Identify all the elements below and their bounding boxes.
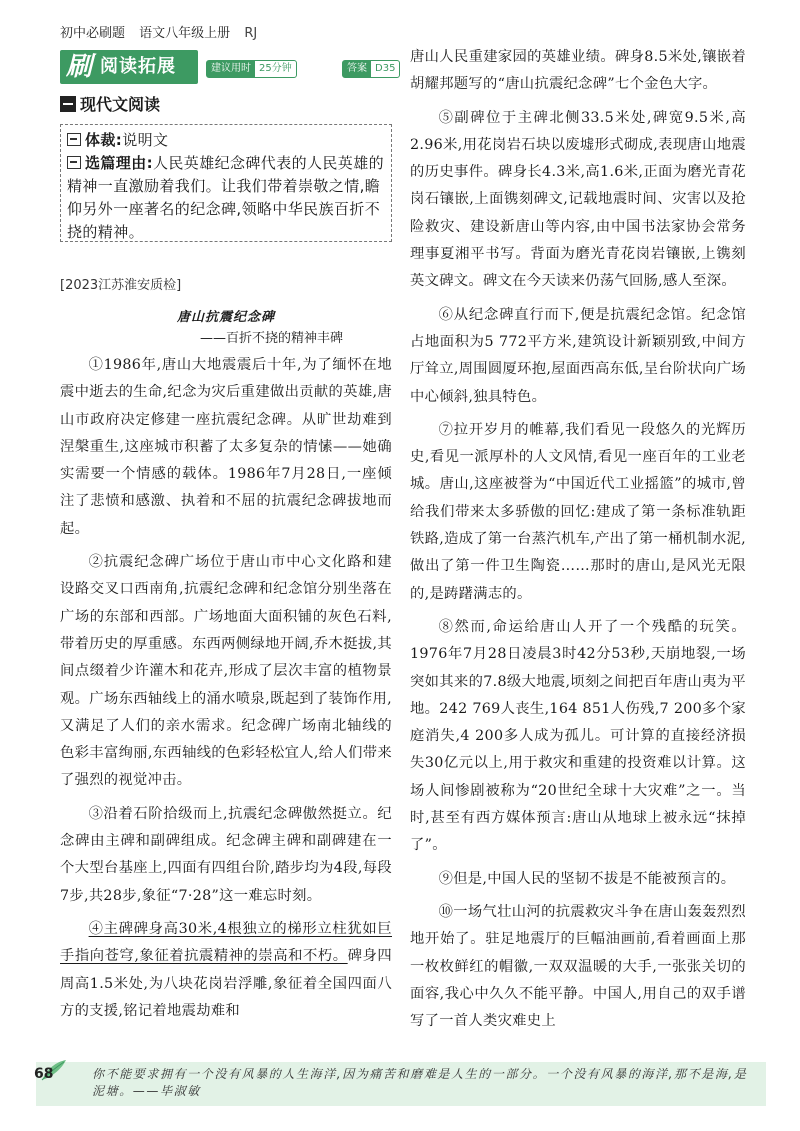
suggested-time-value: 25分钟 xyxy=(259,63,292,74)
paragraph-1: ①1986年,唐山大地震震后十年,为了缅怀在地震中逝去的生命,纪念为灾后重建做出贡献的英雄,唐山市政府决定修建一座抗震纪念碑。从旷世劫难到涅槃重生,这座城市积蓄了太多复杂的情愫——她确实需要一个情感的载体。1986年7月28日,一座倾注了悲愤和感激、执着和不屈的抗震纪念碑拔地而起。 xyxy=(60,357,392,537)
banner-title: 阅读拓展 xyxy=(100,56,176,77)
book-series: 初中必刷题 xyxy=(60,26,126,41)
reading-info-box xyxy=(60,124,392,242)
paragraph-4-continued: 唐山人民重建家园的英雄业绩。碑身8.5米处,镶嵌着胡耀邦题写的“唐山抗震纪念碑”七个金色大字。 xyxy=(410,49,746,93)
paragraph-10: ⑩一场气壮山河的抗震救灾斗争在唐山轰轰烈烈地开始了。驻足地震厅的巨幅油画前,看着画面上那一枚枚鲜红的帽徽,一双双温暖的大手,一张张关切的面容,我心中久久不能平静。中国人,用自己的双手谱写了一首人类灾难史上 xyxy=(410,903,746,1030)
paragraph-7: ⑦拉开岁月的帷幕,我们看见一段悠久的光辉历史,看见一派厚朴的人文风情,看见一座百年的工业老城。唐山,这座被誉为“中国近代工业摇篮”的城市,曾给我们带来太多骄傲的回忆:建成了第一条标准轨距铁路,造成了第一台蒸汽机车,产出了第一桶机制水泥,做出了第一件卫生陶瓷……那时的唐山,是风光无限的,是踌躇满志的。 xyxy=(410,421,746,602)
brand-logo-char: 刷 xyxy=(66,52,93,82)
section-marker-icon xyxy=(60,96,76,112)
suggested-time-label: 建议用时 xyxy=(207,61,255,77)
paragraph-8: ⑧然而,命运给唐山人开了一个残酷的玩笑。1976年7月28日凌晨3时42分53秒,天崩地裂,一场突如其来的7.8级大地震,顷刻之间把百年唐山夷为平地。242 769人丧生,164 851人伤残,7 200多个家庭消失,4 200多人成为孤儿。可计算的直接经济损失30亿元以上,用于救灾和重建的投资难以计算。这场人间惨剧被称为“20世纪全球十大灾难”之一。当时,甚至有西方媒体预言:唐山从地球上被永远“抹掉了”。 xyxy=(410,618,746,854)
section-heading xyxy=(60,94,390,116)
reason-label: 选篇理由: xyxy=(85,154,153,172)
section-heading-text: 现代文阅读 xyxy=(80,95,161,114)
brand-logo xyxy=(60,50,198,84)
article-column-right xyxy=(410,44,746,1066)
suggested-time-badge xyxy=(206,60,297,78)
answer-page-value: D35 xyxy=(375,63,396,74)
paragraph-2: ②抗震纪念碑广场位于唐山市中心文化路和建设路交叉口西南角,抗震纪念碑和纪念馆分别坐落在广场的东部和西部。广场地面大面积铺的灰色石料,带着历史的厚重感。东西两侧绿地开阔,乔木挺拔,其间点缀着少许灌木和花卉,形成了层次丰富的植物景观。广场东西轴线上的涌水喷泉,既起到了装饰作用,又满足了人们的亲水需求。纪念碑广场南北轴线的色彩丰富绚丽,东西轴线的色彩轻松宜人,给人们带来了强烈的视觉冲击。 xyxy=(60,554,392,789)
paragraph-6: ⑥从纪念碑直行而下,便是抗震纪念馆。纪念馆占地面积为5 772平方米,建筑设计新颖别致,中间方厅耸立,周围圆厦环抱,屋面西高东低,呈台阶状向广场中心倾斜,独具特色。 xyxy=(410,306,746,405)
note-icon xyxy=(67,156,81,169)
paragraph-3: ③沿着石阶拾级而上,抗震纪念碑傲然挺立。纪念碑由主碑和副碑组成。纪念碑主碑和副碑建在一个大型台基座上,四面有四组台阶,踏步均为4段,每段7步,共28步,象征“7·28”这一难忘时刻。 xyxy=(60,805,392,904)
article-title: 唐山抗震纪念碑 xyxy=(176,310,275,325)
paragraph-4 xyxy=(60,916,392,1025)
footer-quote: 你不能要求拥有一个没有风暴的人生海洋,因为痛苦和磨难是人生的一部分。一个没有风暴的海洋,那不是海,是泥塘。——毕淑敏 xyxy=(92,1067,748,1098)
answer-page-badge xyxy=(342,60,400,78)
section-banner xyxy=(60,48,400,88)
paragraph-9: ⑨但是,中国人民的坚韧不拔是不能被预言的。 xyxy=(438,870,736,887)
paragraph-5: ⑤副碑位于主碑北侧33.5米处,碑宽9.5米,高2.96米,用花岗岩石块以废墟形式砌成,表现唐山地震的历史事件。碑身长4.3米,高1.6米,正面为磨光青花岗石镶嵌,上面镌刻碑文,记载地震时间、灾害以及抢险救灾、建设新唐山等内容,由中国书法家协会常务理事夏湘平书写。背面为磨光青花岗岩镶嵌,上镌刻英文碑文。碑文在今天读来仍荡气回肠,感人至深。 xyxy=(410,109,746,290)
book-subject: 语文八年级上册 xyxy=(139,26,231,41)
article-column-left xyxy=(60,352,392,1062)
paragraph-4-rest: 碑身四周高1.5米处,为八块花岗岩浮雕,象征着全国四面八方的支援,铭记着地震劫难和 xyxy=(60,948,392,1019)
genre-label: 体裁: xyxy=(85,131,123,149)
answer-label: 答案 xyxy=(343,61,371,77)
genre-value: 说明文 xyxy=(122,131,169,149)
paragraph-4-underlined: ④主碑碑身高30米,4根独立的梯形立柱犹如巨手指向苍穹,象征着抗震精神的崇高和不朽。 xyxy=(60,920,392,965)
reason-text: 人民英雄纪念碑代表的人民英雄的精神一直激励着我们。让我们带着崇敬之情,瞻仰另外一座著名的纪念碑,领略中华民族百折不挠的精神。 xyxy=(67,154,385,241)
article-subtitle: ——百折不挠的精神丰碑 xyxy=(200,331,344,346)
running-header xyxy=(60,22,400,46)
page-number: 68 xyxy=(34,1066,54,1082)
reason-line xyxy=(67,152,385,244)
book-icon xyxy=(67,133,81,146)
source-tag: [2023江苏淮安质检] xyxy=(60,278,182,293)
book-edition: RJ xyxy=(244,26,258,41)
genre-line xyxy=(67,129,385,152)
